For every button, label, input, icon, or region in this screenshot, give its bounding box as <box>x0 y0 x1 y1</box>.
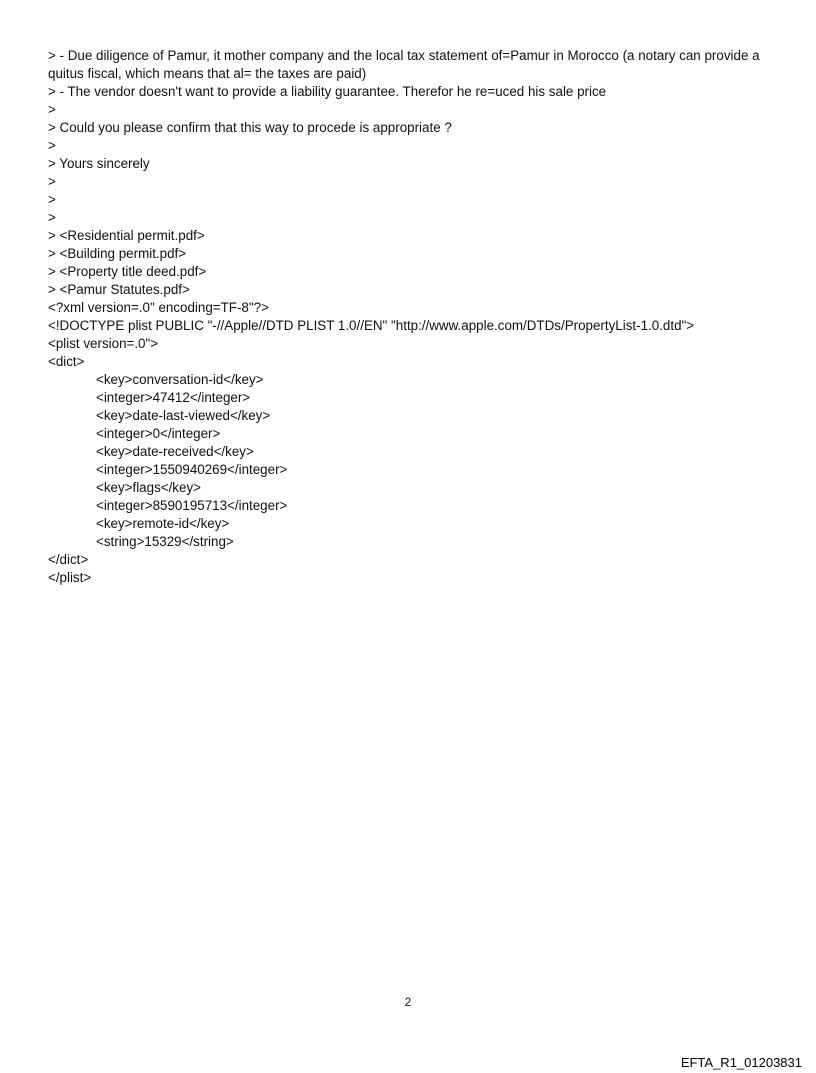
quote-line-due-diligence: > - Due diligence of Pamur, it mother company and the local tax statement of=Pamur in Morocco (a notary can provide a quitus fiscal, which means that al= the taxes are paid) <box>48 48 764 81</box>
plist-entry: <key>conversation-id</key> <box>96 372 264 387</box>
page-number: 2 <box>404 995 412 1009</box>
quote-line-blank: > <box>48 138 56 153</box>
plist-entry: <key>flags</key> <box>96 480 201 495</box>
plist-entry: <key>date-received</key> <box>96 444 254 459</box>
attachment-residential-permit: > <Residential permit.pdf> <box>48 228 205 243</box>
attachment-property-title-deed: > <Property title deed.pdf> <box>48 264 207 279</box>
quote-line-confirm-request: > Could you please confirm that this way to procede is appropriate ? <box>48 120 452 135</box>
plist-dict-open: <dict> <box>48 354 85 369</box>
plist-entry: <key>date-last-viewed</key> <box>96 408 271 423</box>
plist-doctype: <!DOCTYPE plist PUBLIC "-//Apple//DTD PLIST 1.0//EN" "http://www.apple.com/DTDs/PropertyList-1.0.dtd"> <box>48 318 695 333</box>
bates-number: EFTA_R1_01203831 <box>680 1055 802 1070</box>
plist-entry: <integer>0</integer> <box>96 426 221 441</box>
plist-entry: <key>remote-id</key> <box>96 516 230 531</box>
quote-line-blank: > <box>48 174 56 189</box>
quote-line-vendor: > - The vendor doesn't want to provide a liability guarantee. Therefor he re=uced his sale price <box>48 84 607 99</box>
plist-dict-close: </dict> <box>48 552 89 567</box>
quote-line-closing: > Yours sincerely <box>48 156 150 171</box>
quote-line-blank: > <box>48 102 56 117</box>
quote-line-blank: > <box>48 192 56 207</box>
attachment-building-permit: > <Building permit.pdf> <box>48 246 187 261</box>
plist-entry: <integer>8590195713</integer> <box>96 498 288 513</box>
plist-xml-declaration: <?xml version=.0" encoding=TF-8"?> <box>48 300 269 315</box>
plist-entry: <integer>1550940269</integer> <box>96 462 288 477</box>
document-body <box>48 47 778 587</box>
attachment-pamur-statutes: > <Pamur Statutes.pdf> <box>48 282 190 297</box>
plist-entry: <integer>47412</integer> <box>96 390 251 405</box>
quote-line-blank: > <box>48 210 56 225</box>
plist-open-tag: <plist version=.0"> <box>48 336 159 351</box>
plist-entry: <string>15329</string> <box>96 534 234 549</box>
plist-close-tag: </plist> <box>48 570 92 585</box>
